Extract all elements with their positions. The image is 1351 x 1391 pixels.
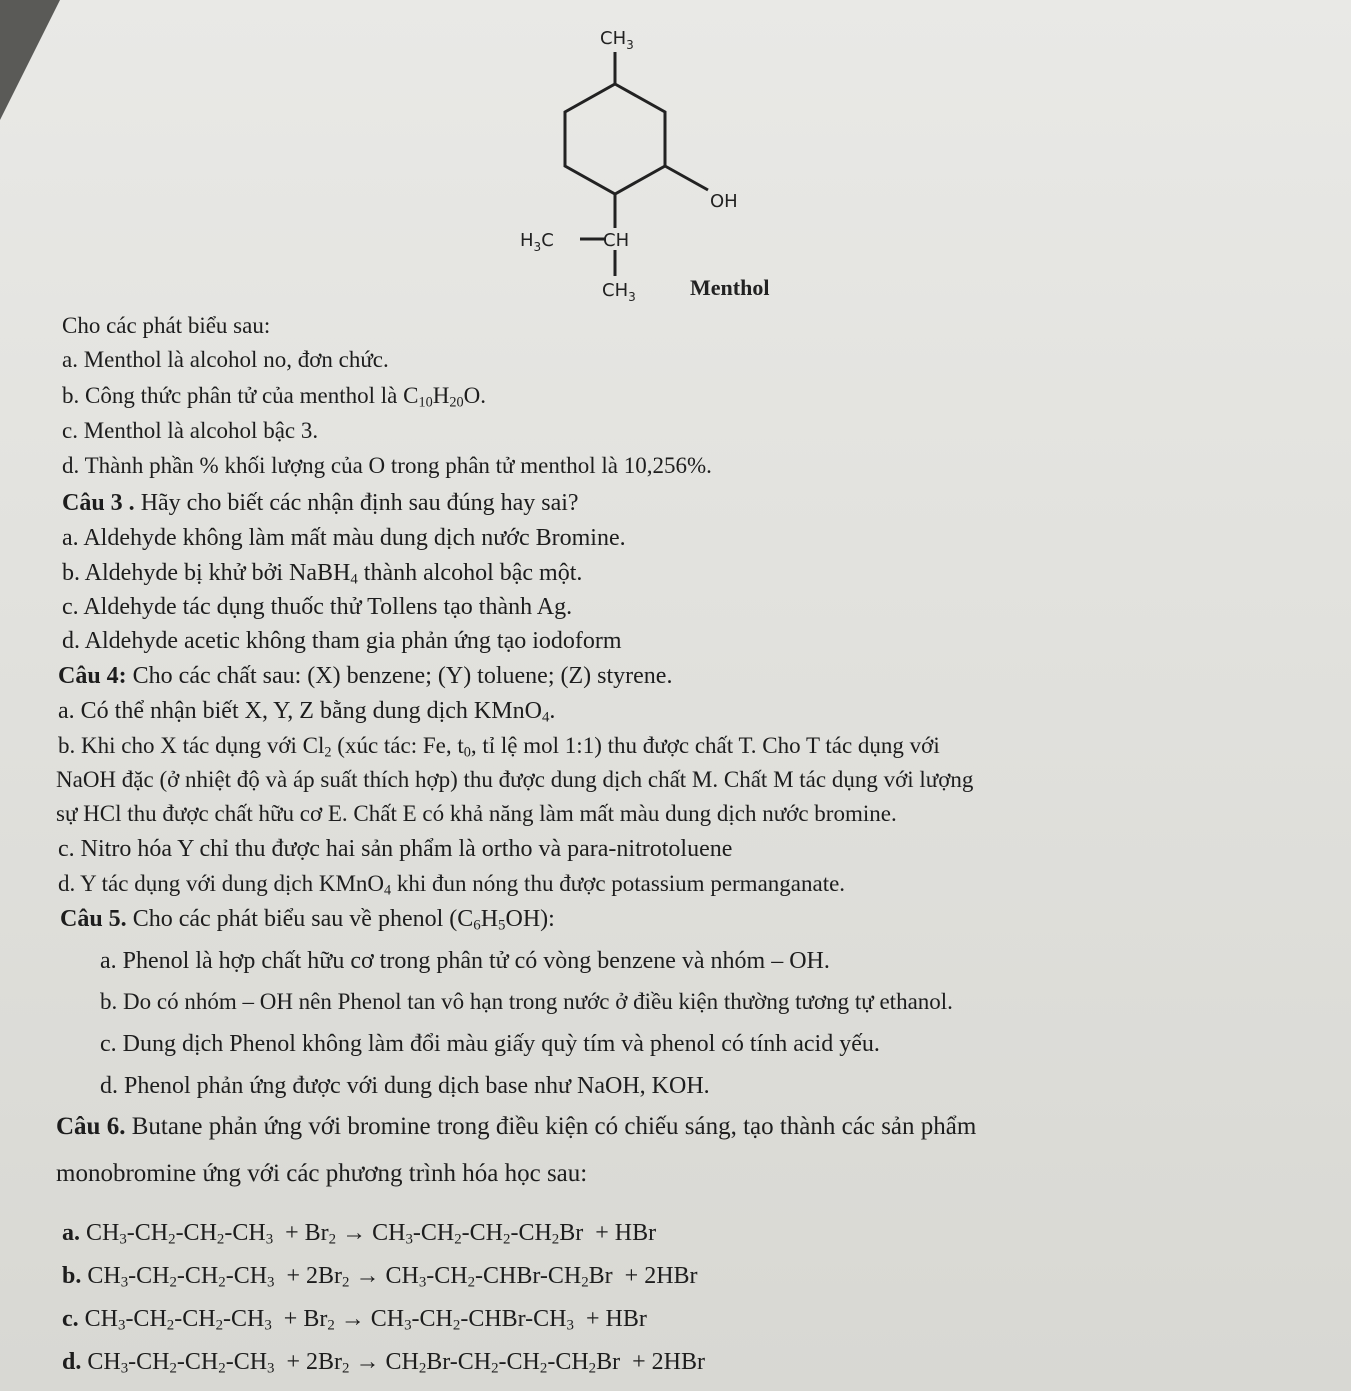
intro-text: Cho các phát biểu sau: bbox=[62, 313, 271, 338]
q4-statement-b-line2: NaOH đặc (ở nhiệt độ và áp suất thích hợp) thu được dung dịch chất M. Chất M tác dụng với lượng bbox=[56, 767, 974, 792]
q5-statement-c: c. Dung dịch Phenol không làm đổi màu giấy quỳ tím và phenol có tính acid yếu. bbox=[100, 1031, 880, 1057]
q2-statement-b: b. Công thức phân tử của menthol là $C_{10}H_{20}O$. bbox=[62, 383, 486, 411]
oh-label: OH bbox=[710, 191, 738, 212]
q3-statement-b: b. Aldehyde bị khử bởi NaBH$_4$ thành alcohol bậc một. bbox=[62, 560, 583, 588]
q6-heading-line1: Câu 6. Butane phản ứng với bromine trong điều kiện có chiếu sáng, tạo thành các sản phẩm bbox=[56, 1113, 977, 1140]
ch3-bottom-label: $CH_3$ bbox=[602, 280, 636, 304]
q5-statement-d: d. Phenol phản ứng được với dung dịch base như NaOH, KOH. bbox=[100, 1073, 710, 1099]
q3-statement-d: d. Aldehyde acetic không tham gia phản ứng tạo iodoform bbox=[62, 628, 622, 654]
q4-statement-b-line3: sự HCl thu được chất hữu cơ E. Chất E có khả năng làm mất màu dung dịch nước bromine. bbox=[56, 801, 897, 826]
q4-heading: Câu 4: Cho các chất sau: (X) benzene; (Y) toluene; (Z) styrene. bbox=[58, 663, 673, 689]
q5-heading: Câu 5. Cho các phát biểu sau về phenol $(C_6H_5OH)$: bbox=[60, 906, 555, 934]
q4-statement-d: d. Y tác dụng với dung dịch KMnO$_4$ khi đun nóng thu được potassium permanganate. bbox=[58, 871, 846, 899]
q3-statement-c: c. Aldehyde tác dụng thuốc thử Tollens tạo thành Ag. bbox=[62, 594, 573, 620]
q6-equation-c: c. $CH_3-CH_2-CH_2-CH_3 + Br_2$ → $CH_3-CH_2-CHBr-CH_3$ + HBr bbox=[62, 1306, 647, 1334]
q6-equation-b: b. $CH_3-CH_2-CH_2-CH_3 + 2Br_2$ → $CH_3-CH_2-CHBr-CH_2Br + 2HBr$ bbox=[62, 1263, 698, 1291]
q2-statement-a: a. Menthol là alcohol no, đơn chức. bbox=[62, 347, 389, 372]
q4-statement-b-line1: b. Khi cho X tác dụng với $Cl_2$ (xúc tác: Fe, $t_0$, tỉ lệ mol 1:1) thu được chất T. Cho T tác dụng với bbox=[58, 733, 940, 761]
q3-statement-a: a. Aldehyde không làm mất màu dung dịch nước Bromine. bbox=[62, 525, 626, 551]
q6-heading-line2: monobromine ứng với các phương trình hóa học sau: bbox=[56, 1160, 588, 1187]
menthol-structure bbox=[500, 14, 820, 314]
q5-statement-b: b. Do có nhóm – OH nên Phenol tan vô hạn trong nước ở điều kiện thường tương tự ethanol. bbox=[100, 989, 953, 1014]
q6-equation-a: a. $CH_3-CH_2-CH_2-CH_3 + Br_2 \to CH_3-CH_2-CH_2-CH_2Br$ + HBr bbox=[62, 1220, 657, 1248]
ch-label: CH bbox=[603, 230, 630, 251]
background-corner bbox=[0, 0, 60, 120]
q2-statement-c: c. Menthol là alcohol bậc 3. bbox=[62, 418, 319, 443]
q4-statement-c: c. Nitro hóa Y chỉ thu được hai sản phẩm là ortho và para-nitrotoluene bbox=[58, 836, 733, 862]
h3c-label: $H_3C$ bbox=[520, 230, 554, 254]
ch3-top-label: $CH_3$ bbox=[600, 28, 634, 52]
menthol-diagram bbox=[500, 14, 820, 314]
q5-statement-a: a. Phenol là hợp chất hữu cơ trong phân tử có vòng benzene và nhóm – OH. bbox=[100, 948, 830, 974]
q2-statement-d: d. Thành phần % khối lượng của O trong phân tử menthol là 10,256%. bbox=[62, 453, 712, 478]
q3-heading: Câu 3 . Hãy cho biết các nhận định sau đúng hay sai? bbox=[62, 490, 579, 516]
q6-equation-d: d. $CH_3-CH_2-CH_2-CH_3 + 2Br_2 \to CH_2Br-CH_2-CH_2-CH_2Br + 2HBr$ bbox=[62, 1349, 705, 1377]
menthol-name: Menthol bbox=[690, 275, 770, 300]
q4-statement-a: a. Có thể nhận biết X, Y, Z bằng dung dịch KMnO$_4$. bbox=[58, 698, 556, 726]
